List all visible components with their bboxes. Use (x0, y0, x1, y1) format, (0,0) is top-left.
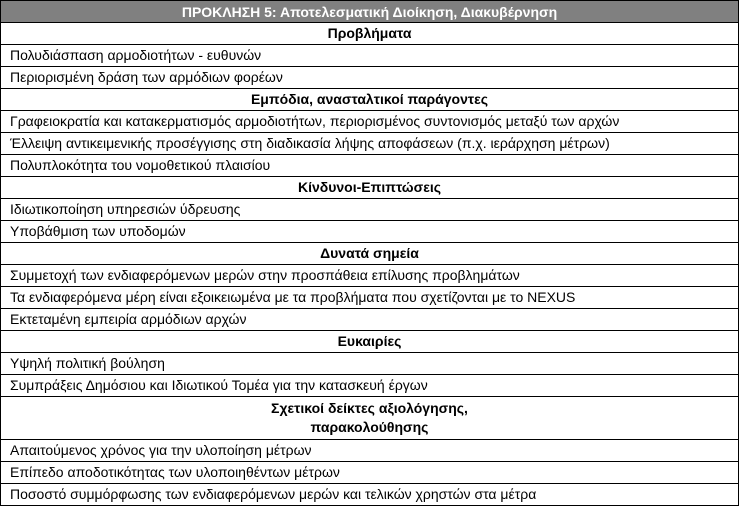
table-row: Πολυπλοκότητα του νομοθετικού πλαισίου (0, 155, 739, 177)
table-row: Έλλειψη αντικειμενικής προσέγγισης στη διαδικασία λήψης αποφάσεων (π.χ. ιεράρχηση μέτρων) (0, 133, 739, 155)
table-row: Ποσοστό συμμόρφωσης των ενδιαφερόμενων μερών και τελικών χρηστών στα μέτρα (0, 484, 739, 506)
section-heading-problems: Προβλήματα (0, 23, 739, 45)
table-title: ΠΡΟΚΛΗΣΗ 5: Αποτελεσματική Διοίκηση, Διακυβέρνηση (0, 0, 739, 23)
section-heading-risks: Κίνδυνοι-Επιπτώσεις (0, 177, 739, 199)
table-row: Υποβάθμιση των υποδομών (0, 221, 739, 243)
table-row: Συμμετοχή των ενδιαφερόμενων μερών στην προσπάθεια επίλυσης προβλημάτων (0, 265, 739, 287)
table-row: Απαιτούμενος χρόνος για την υλοποίηση μέτρων (0, 440, 739, 462)
table-row: Ιδιωτικοποίηση υπηρεσιών ύδρευσης (0, 199, 739, 221)
section-heading-barriers: Εμπόδια, ανασταλτικοί παράγοντες (0, 89, 739, 111)
section-heading-line: παρακολούθησης (310, 419, 429, 435)
table-row: Συμπράξεις Δημόσιου και Ιδιωτικού Τομέα για την κατασκευή έργων (0, 375, 739, 397)
table-row: Εκτεταμένη εμπειρία αρμόδιων αρχών (0, 309, 739, 331)
table-row: Επίπεδο αποδοτικότητας των υλοποιηθέντων μέτρων (0, 462, 739, 484)
section-heading-line: Σχετικοί δείκτες αξιολόγησης, (271, 400, 468, 416)
table-row: Γραφειοκρατία και κατακερματισμός αρμοδιοτήτων, περιορισμένος συντονισμός μεταξύ των αρχών (0, 111, 739, 133)
section-heading-indicators (0, 397, 739, 440)
section-heading-strengths: Δυνατά σημεία (0, 243, 739, 265)
section-heading-opportunities: Ευκαιρίες (0, 331, 739, 353)
table-row: Πολυδιάσπαση αρμοδιοτήτων - ευθυνών (0, 45, 739, 67)
table-row: Περιορισμένη δράση των αρμόδιων φορέων (0, 67, 739, 89)
table-row: Υψηλή πολιτική βούληση (0, 353, 739, 375)
table-row: Τα ενδιαφερόμενα μέρη είναι εξοικειωμένα με τα προβλήματα που σχετίζονται με το NEXUS (0, 287, 739, 309)
